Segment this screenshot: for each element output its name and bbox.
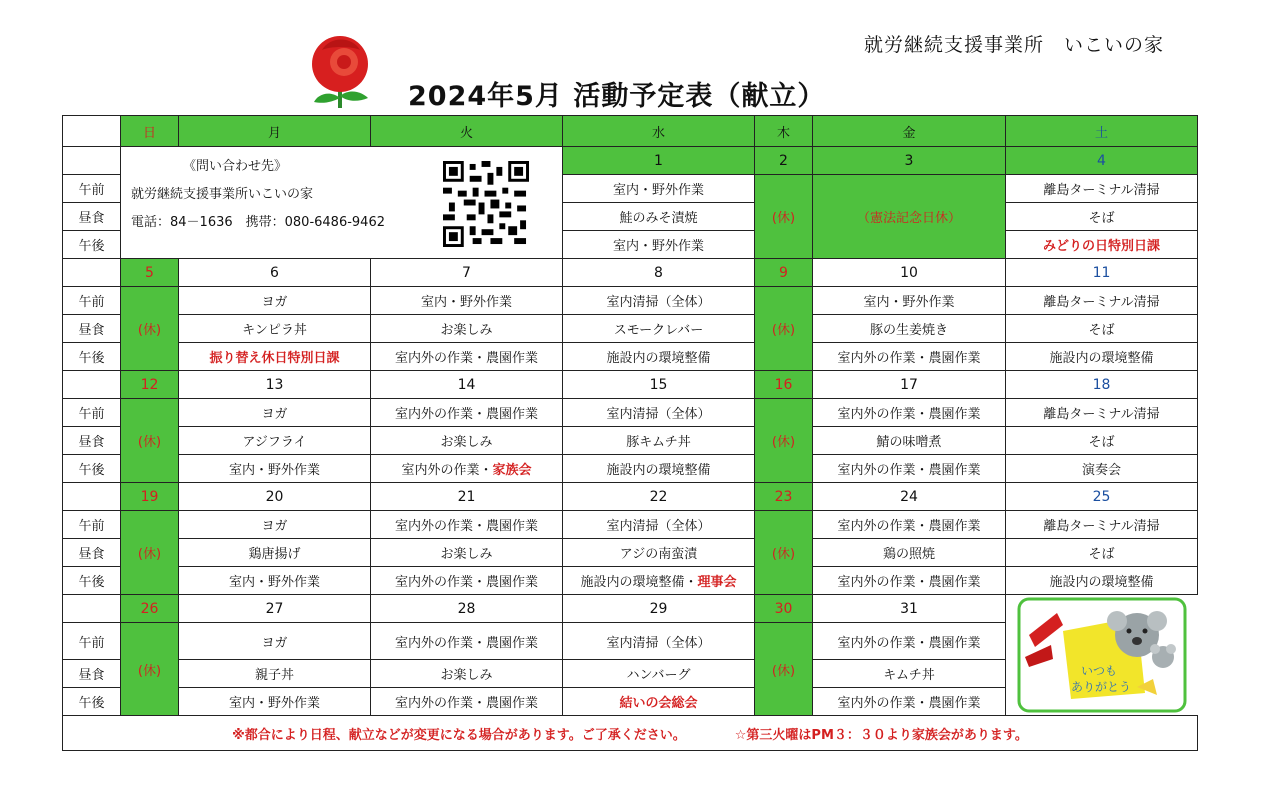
week4-lunch-row [63, 539, 1198, 567]
footer-note-1: ※都合により日程、献立などが変更になる場合があります。ご了承ください。 [232, 727, 686, 743]
activity-cell: ヨガ [179, 399, 371, 427]
weekday-sat: 土 [1006, 116, 1198, 147]
label-empty [63, 147, 121, 175]
lunch-cell: お楽しみ [371, 427, 563, 455]
lunch-cell: キンピラ丼 [179, 315, 371, 343]
week4-pm-row [63, 567, 1198, 595]
date-cell: 10 [813, 259, 1006, 287]
date-cell: 5 [121, 259, 179, 287]
activity-cell: 室内外の作業・農園作業 [371, 688, 563, 716]
lunch-cell: そば [1006, 315, 1198, 343]
date-cell: 28 [371, 595, 563, 623]
label-empty [63, 259, 121, 287]
activity-cell: 室内外の作業・農園作業 [371, 623, 563, 660]
date-cell: 22 [563, 483, 755, 511]
date-cell: 3 [813, 147, 1006, 175]
closed-cell: (休) [121, 287, 179, 371]
lunch-cell: 豚の生姜焼き [813, 315, 1006, 343]
special-cell: みどりの日特別日課 [1006, 231, 1198, 259]
weekday-fri: 金 [813, 116, 1006, 147]
week1-date-row [63, 147, 1198, 175]
activity-cell: 室内・野外作業 [563, 231, 755, 259]
activity-cell [371, 455, 563, 483]
lunch-cell: ハンバーグ [563, 660, 755, 688]
weekday-tue: 火 [371, 116, 563, 147]
date-cell: 19 [121, 483, 179, 511]
date-cell: 7 [371, 259, 563, 287]
row-label-pm: 午後 [63, 567, 121, 595]
activity-cell: 室内外の作業・農園作業 [371, 343, 563, 371]
date-cell: 29 [563, 595, 755, 623]
lunch-cell: 鶏唐揚げ [179, 539, 371, 567]
activity-cell: 施設内の環境整備 [563, 343, 755, 371]
lunch-cell: 鯖の味噌煮 [813, 427, 1006, 455]
week2-date-row [63, 259, 1198, 287]
lunch-cell: 鶏の照焼 [813, 539, 1006, 567]
date-cell: 17 [813, 371, 1006, 399]
lunch-cell: スモークレバー [563, 315, 755, 343]
date-cell: 4 [1006, 147, 1198, 175]
activity-cell: 室内・野外作業 [371, 287, 563, 315]
date-cell: 16 [755, 371, 813, 399]
activity-text: 室内外の作業・ [401, 463, 493, 478]
week5-date-row [63, 595, 1198, 623]
row-label-pm: 午後 [63, 231, 121, 259]
lunch-cell: そば [1006, 427, 1198, 455]
date-cell: 31 [813, 595, 1006, 623]
activity-cell: 室内外の作業・農園作業 [371, 399, 563, 427]
family-meeting-text: 家族会 [492, 463, 532, 478]
date-cell: 24 [813, 483, 1006, 511]
activity-text: 施設内の環境整備・ [580, 575, 698, 590]
row-label-am: 午前 [63, 511, 121, 539]
activity-cell: 室内・野外作業 [813, 287, 1006, 315]
week3-lunch-row [63, 427, 1198, 455]
activity-cell: 室内外の作業・農園作業 [813, 567, 1006, 595]
contact-phone: 電話：84－1636 携帯：080-6486-9462 [131, 214, 385, 230]
lunch-cell: そば [1006, 539, 1198, 567]
closed-cell: (休) [121, 399, 179, 483]
weekday-wed: 水 [563, 116, 755, 147]
weekday-header-row [63, 116, 1198, 147]
contact-org: 就労継続支援事業所いこいの家 [131, 186, 314, 202]
label-empty [63, 595, 121, 623]
closed-cell: (休) [755, 287, 813, 371]
closed-cell: (休) [755, 399, 813, 483]
row-label-am: 午前 [63, 287, 121, 315]
weekday-thu: 木 [755, 116, 813, 147]
organization-name: 就労継続支援事業所 いこいの家 [864, 34, 1165, 56]
row-label-am: 午前 [63, 175, 121, 203]
date-cell: 18 [1006, 371, 1198, 399]
row-label-lunch: 昼食 [63, 427, 121, 455]
date-cell: 14 [371, 371, 563, 399]
date-cell: 27 [179, 595, 371, 623]
board-meeting-text: 理事会 [697, 575, 737, 590]
activity-cell: ヨガ [179, 511, 371, 539]
sticker-line2: ありがとう [1070, 680, 1131, 694]
rose-icon [300, 28, 380, 110]
weekday-mon: 月 [179, 116, 371, 147]
activity-cell: 室内外の作業・農園作業 [813, 623, 1006, 660]
date-cell: 8 [563, 259, 755, 287]
activity-cell: ヨガ [179, 287, 371, 315]
activity-cell: 室内外の作業・農園作業 [371, 567, 563, 595]
date-cell: 26 [121, 595, 179, 623]
activity-cell: 室内清掃（全体） [563, 399, 755, 427]
week2-pm-row [63, 343, 1198, 371]
holiday-cell: （憲法記念日休） [813, 175, 1006, 259]
week3-am-row [63, 399, 1198, 427]
closed-cell: (休) [755, 623, 813, 716]
row-label-pm: 午後 [63, 688, 121, 716]
row-label-pm: 午後 [63, 455, 121, 483]
date-cell: 12 [121, 371, 179, 399]
label-empty [63, 371, 121, 399]
row-label-lunch: 昼食 [63, 660, 121, 688]
footer-row [63, 716, 1198, 751]
row-label-am: 午前 [63, 399, 121, 427]
lunch-cell: アジの南蛮漬 [563, 539, 755, 567]
lunch-cell: そば [1006, 203, 1198, 231]
date-cell: 1 [563, 147, 755, 175]
contact-box [121, 147, 563, 259]
date-cell: 21 [371, 483, 563, 511]
lunch-cell: 豚キムチ丼 [563, 427, 755, 455]
row-label-lunch: 昼食 [63, 315, 121, 343]
special-cell: 振り替え休日特別日課 [179, 343, 371, 371]
weekday-sun: 日 [121, 116, 179, 147]
week4-am-row [63, 511, 1198, 539]
activity-cell: 室内清掃（全体） [563, 511, 755, 539]
activity-cell: 離島ターミナル清掃 [1006, 287, 1198, 315]
date-cell: 6 [179, 259, 371, 287]
activity-cell: 室内外の作業・農園作業 [371, 511, 563, 539]
week3-date-row [63, 371, 1198, 399]
activity-cell: 離島ターミナル清掃 [1006, 399, 1198, 427]
week2-am-row [63, 287, 1198, 315]
lunch-cell: アジフライ [179, 427, 371, 455]
activity-cell [563, 567, 755, 595]
special-cell: 結いの会総会 [563, 688, 755, 716]
closed-cell: (休) [121, 511, 179, 595]
date-cell: 25 [1006, 483, 1198, 511]
footer-note-2: ☆第三火曜はPM３：３０より家族会があります。 [734, 727, 1028, 743]
activity-cell: 室内外の作業・農園作業 [813, 688, 1006, 716]
activity-cell: 室内・野外作業 [179, 455, 371, 483]
activity-cell: 室内・野外作業 [179, 567, 371, 595]
row-label-am: 午前 [63, 623, 121, 660]
activity-cell: 演奏会 [1006, 455, 1198, 483]
activity-cell: 室内外の作業・農園作業 [813, 399, 1006, 427]
lunch-cell: お楽しみ [371, 660, 563, 688]
activity-cell: 離島ターミナル清掃 [1006, 511, 1198, 539]
lunch-cell: 親子丼 [179, 660, 371, 688]
activity-cell: 室内外の作業・農園作業 [813, 511, 1006, 539]
activity-cell: 室内清掃（全体） [563, 623, 755, 660]
row-label-pm: 午後 [63, 343, 121, 371]
sticker-line1: いつも [1080, 664, 1117, 678]
lunch-cell: キムチ丼 [813, 660, 1006, 688]
date-cell: 23 [755, 483, 813, 511]
koala-thank-you-icon [1017, 595, 1187, 715]
schedule-table [62, 115, 1198, 751]
activity-cell: 室内・野外作業 [179, 688, 371, 716]
label-empty [63, 483, 121, 511]
date-cell: 13 [179, 371, 371, 399]
week3-pm-row [63, 455, 1198, 483]
koala-sticker [1006, 595, 1198, 716]
lunch-cell: 鮭のみそ漬焼 [563, 203, 755, 231]
row-label-lunch: 昼食 [63, 203, 121, 231]
page-title: 2024年5月 活動予定表（献立） [408, 81, 826, 112]
contact-heading: 《問い合わせ先》 [183, 158, 288, 174]
activity-cell: 施設内の環境整備 [563, 455, 755, 483]
date-cell: 11 [1006, 259, 1198, 287]
date-cell: 30 [755, 595, 813, 623]
activity-cell: 室内外の作業・農園作業 [813, 455, 1006, 483]
date-cell: 15 [563, 371, 755, 399]
activity-cell: 施設内の環境整備 [1006, 567, 1198, 595]
week2-lunch-row [63, 315, 1198, 343]
footer-note [63, 716, 1198, 751]
row-label-lunch: 昼食 [63, 539, 121, 567]
closed-cell: (休) [755, 511, 813, 595]
date-cell: 9 [755, 259, 813, 287]
lunch-cell: お楽しみ [371, 315, 563, 343]
date-cell: 20 [179, 483, 371, 511]
activity-cell: 室内外の作業・農園作業 [813, 343, 1006, 371]
closed-cell: (休) [121, 623, 179, 716]
activity-cell: ヨガ [179, 623, 371, 660]
qr-code-icon [443, 161, 529, 247]
header-corner [63, 116, 121, 147]
date-cell: 2 [755, 147, 813, 175]
activity-cell: 室内清掃（全体） [563, 287, 755, 315]
closed-cell: (休) [755, 175, 813, 259]
activity-cell: 施設内の環境整備 [1006, 343, 1198, 371]
activity-cell: 室内・野外作業 [563, 175, 755, 203]
week4-date-row [63, 483, 1198, 511]
activity-cell: 離島ターミナル清掃 [1006, 175, 1198, 203]
lunch-cell: お楽しみ [371, 539, 563, 567]
